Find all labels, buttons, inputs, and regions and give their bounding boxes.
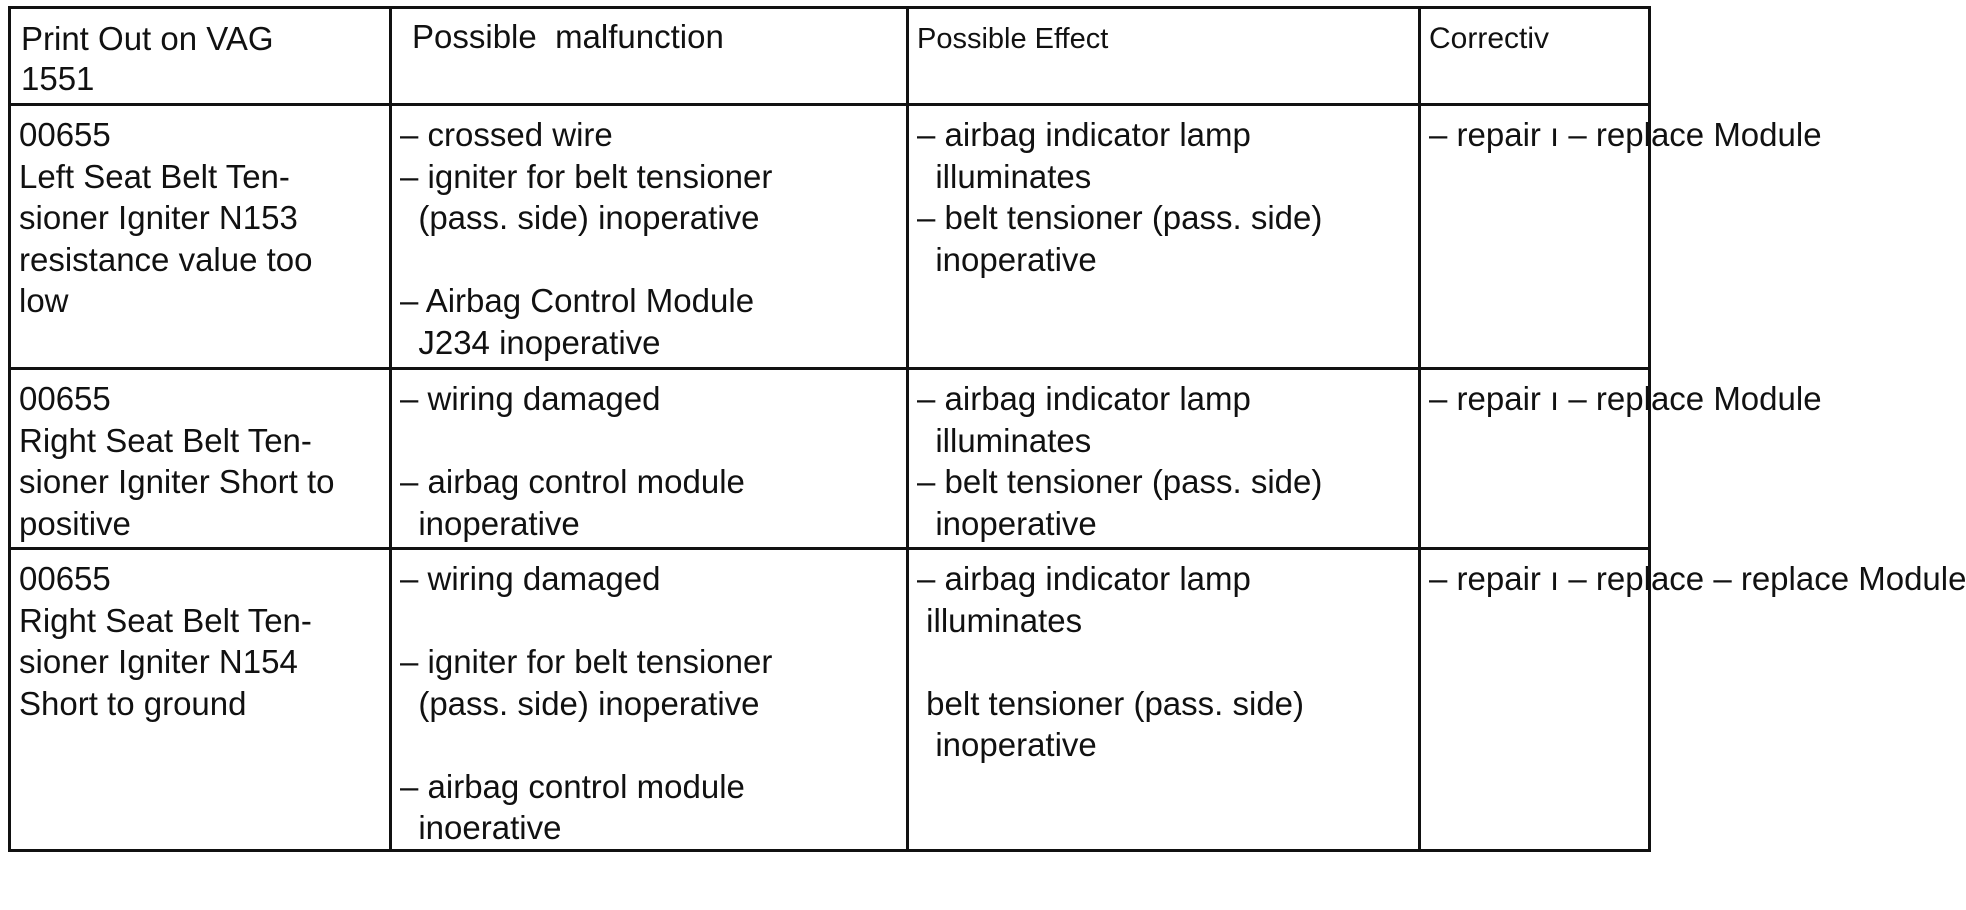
header-possible-effect: Possible Effect: [908, 8, 1420, 105]
fault-code-table: [8, 6, 1966, 852]
cell-corrective: – repair ı – replace – replace Module: [1420, 549, 1650, 851]
table-header-row: [10, 8, 1650, 105]
cell-malfunction: – wiring damaged – airbag control module inoperative: [391, 369, 908, 549]
cell-effect: – airbag indicator lamp illuminates – belt tensioner (pass. side) inoperative: [908, 369, 1420, 549]
header-corrective: Correctiv: [1420, 8, 1650, 105]
cell-effect: – airbag indicator lamp illuminates belt tensioner (pass. side) inoperative: [908, 549, 1420, 851]
header-possible-malfunction: Possible malfunction: [391, 8, 908, 105]
cell-malfunction: – crossed wire – igniter for belt tensioner (pass. side) inoperative – Airbag Control Module J234 inoperative: [391, 105, 908, 369]
cell-corrective: – repair ı – replace Module: [1420, 369, 1650, 549]
cell-print-out: 00655 Right Seat Belt Ten- sioner Igniter Short to positive: [10, 369, 391, 549]
cell-effect: – airbag indicator lamp illuminates – belt tensioner (pass. side) inoperative: [908, 105, 1420, 369]
cell-corrective: – repair ı – replace Module: [1420, 105, 1650, 369]
table-row: [10, 369, 1650, 549]
table-row: [10, 105, 1650, 369]
header-print-out: Print Out on VAG 1551: [10, 8, 391, 105]
cell-print-out: 00655 Right Seat Belt Ten- sioner Igniter N154 Short to ground: [10, 549, 391, 851]
cell-malfunction: – wiring damaged – igniter for belt tensioner (pass. side) inoperative – airbag control module inoerative: [391, 549, 908, 851]
table-row: [10, 549, 1650, 851]
cell-print-out: 00655 Left Seat Belt Ten- sioner Igniter N153 resistance value too low: [10, 105, 391, 369]
